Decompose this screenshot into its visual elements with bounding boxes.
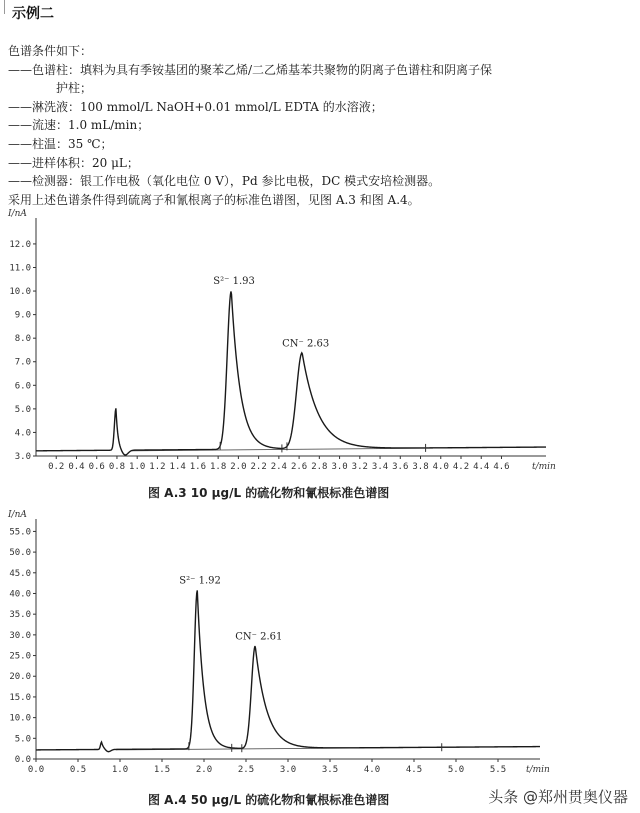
y-tick-label: 45.0 [9,568,31,579]
y-tick-label: 10.0 [9,287,31,298]
chromatogram-trace [36,590,540,751]
x-tick-label: 2.4 [270,462,287,472]
chromatogram-trace [36,291,546,455]
x-tick-label: 0.2 [48,462,65,472]
x-axis-label: t/min [532,462,556,472]
x-axis-label: t/min [526,765,550,775]
condition-eluent: ——淋洗液：100 mmol/L NaOH+0.01 mmol/L EDTA 的水溶液； [8,99,383,114]
source-watermark: 头条 @郑州贯奥仪器 [488,788,628,806]
y-tick-label: 6.0 [14,381,31,392]
x-tick-label: 0.6 [88,462,105,472]
peak-label: CN⁻ 2.63 [282,338,330,350]
peak-label: S²⁻ 1.92 [179,575,221,587]
x-tick-label: 2.5 [237,765,255,775]
section-heading: 示例二 [12,6,54,22]
x-tick-label: 3.5 [321,765,339,775]
x-tick-label: 1.2 [149,462,166,472]
x-tick-label: 0.4 [68,462,85,472]
x-tick-label: 4.5 [405,765,423,775]
x-tick-label: 2.0 [195,765,213,775]
chromatogram-a4 [0,505,640,780]
y-tick-label: 11.0 [9,263,31,274]
y-tick-label: 7.0 [14,357,31,368]
x-tick-label: 2.2 [250,462,267,472]
x-tick-label: 0.5 [69,765,87,775]
x-tick-label: 1.6 [189,462,207,472]
x-tick-label: 1.5 [153,765,171,775]
y-tick-label: 4.0 [14,428,31,439]
chromatogram-a3 [0,200,640,470]
y-axis-label: I/nA [8,510,27,520]
figure-caption-a4: 图 A.4 50 μg/L 的硫化物和氰根标准色谱图 [148,793,390,807]
x-tick-label: 2.8 [311,462,328,472]
x-tick-label: 4.2 [452,462,470,472]
y-tick-label: 30.0 [9,630,31,641]
condition-column-cont: 护柱； [56,81,93,96]
condition-detector: ——检测器：银工作电极（氧化电位 0 V），Pd 参比电极，DC 模式安培检测器。 [8,174,441,189]
y-tick-label: 5.0 [14,404,31,415]
x-tick-label: 1.8 [210,462,227,472]
y-axis-label: I/nA [8,209,27,219]
condition-flow-rate: ——流速：1.0 mL/min； [8,118,150,133]
chromatography-conditions [8,42,608,209]
figure-caption-a3: 图 A.3 10 μg/L 的硫化物和氰根标准色谱图 [148,486,390,500]
x-tick-label: 3.8 [412,462,429,472]
x-tick-label: 5.0 [447,765,465,775]
x-tick-label: 1.0 [111,765,129,775]
condition-injection-volume: ——进样体积：20 μL； [8,155,139,170]
condition-column: ——色谱柱：填料为具有季铵基团的聚苯乙烯/二乙烯基苯共聚物的阴离子色谱柱和阴离子保 [8,62,493,77]
x-tick-label: 3.4 [371,462,389,472]
axis-frame [36,218,546,456]
y-tick-label: 15.0 [9,692,31,703]
x-tick-label: 3.0 [279,765,297,775]
x-tick-label: 1.4 [169,462,186,472]
condition-column-temp: ——柱温：35 ℃； [8,136,113,151]
y-tick-label: 55.0 [9,527,31,538]
y-tick-label: 20.0 [9,672,31,683]
axis-frame [36,519,540,759]
y-tick-label: 40.0 [9,589,31,600]
conditions-summary: 采用上述色谱条件得到硫离子和氰根离子的标准色谱图，见图 A.3 和图 A.4。 [8,192,420,207]
x-tick-label: 5.5 [489,765,507,775]
x-tick-label: 4.6 [493,462,510,472]
x-tick-label: 1.0 [129,462,146,472]
y-tick-label: 25.0 [9,651,31,662]
peak-label: S²⁻ 1.93 [213,276,255,288]
x-tick-label: 4.0 [432,462,449,472]
y-tick-label: 35.0 [9,610,31,621]
y-tick-label: 50.0 [9,548,31,559]
x-tick-label: 0.8 [108,462,126,472]
y-tick-label: 12.0 [9,239,31,250]
page-corner-mark [0,0,5,14]
x-tick-label: 2.6 [290,462,308,472]
x-tick-label: 3.6 [392,462,409,472]
x-tick-label: 0.0 [27,765,45,775]
y-tick-label: 10.0 [9,713,31,724]
y-tick-label: 8.0 [14,334,31,345]
conditions-intro: 色谱条件如下： [8,44,93,58]
x-tick-label: 4.0 [363,765,381,775]
y-tick-label: 3.0 [14,452,31,462]
peak-label: CN⁻ 2.61 [235,631,283,643]
x-tick-label: 4.4 [473,462,490,472]
x-tick-label: 2.0 [230,462,247,472]
x-tick-label: 3.2 [351,462,368,472]
x-tick-label: 3.0 [331,462,348,472]
y-tick-label: 5.0 [14,734,31,745]
y-tick-label: 0.0 [14,755,31,765]
y-tick-label: 9.0 [14,310,31,321]
